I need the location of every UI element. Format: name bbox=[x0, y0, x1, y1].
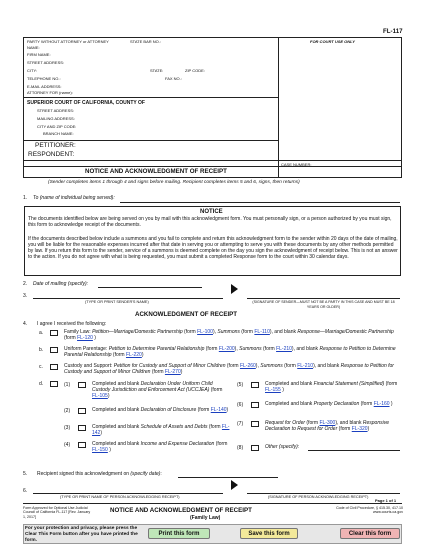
checkbox-d4[interactable] bbox=[78, 442, 86, 448]
notice-title: NOTICE bbox=[200, 209, 223, 215]
checkbox-d[interactable] bbox=[50, 381, 58, 387]
street-label: STREET ADDRESS: bbox=[27, 60, 65, 65]
sender-signature-field[interactable] bbox=[247, 298, 400, 299]
item3-number: 3. bbox=[23, 293, 28, 299]
item2-number: 2. bbox=[23, 281, 28, 287]
d6-text: Completed and blank Property Declaration (form FL-160 ) bbox=[265, 401, 393, 407]
item4-label: I agree I received the following: bbox=[37, 321, 107, 327]
fax-label: FAX NO.: bbox=[165, 76, 182, 81]
row-a-letter: a. bbox=[39, 330, 44, 336]
item2-field[interactable] bbox=[98, 287, 202, 288]
footer-left: Form Approved for Optional Use Judicial Council of California FL-117 [Rev. January 1, 2017] bbox=[23, 506, 91, 519]
tel-label: TELEPHONE NO.: bbox=[27, 76, 61, 81]
zip-label: ZIP CODE: bbox=[185, 68, 205, 73]
recipient-signature-field[interactable] bbox=[247, 493, 400, 494]
court-street-label: STREET ADDRESS: bbox=[37, 108, 75, 113]
row-c-letter: c. bbox=[39, 364, 43, 370]
checkbox-c[interactable] bbox=[50, 364, 58, 370]
recipient-name-field[interactable] bbox=[33, 493, 223, 494]
d3-text: Completed and blank Schedule of Assets and Debts (form FL-142) bbox=[92, 424, 230, 436]
party-label: PARTY WITHOUT ATTORNEY or ATTORNEY bbox=[27, 39, 109, 44]
checkbox-d5[interactable] bbox=[251, 382, 259, 388]
arrow-icon bbox=[231, 284, 238, 294]
save-button[interactable]: Save this form bbox=[240, 528, 298, 539]
footer-subtitle: (Family Law) bbox=[190, 515, 221, 521]
checkbox-d2[interactable] bbox=[78, 408, 86, 414]
row-d-letter: d. bbox=[39, 381, 44, 387]
checkbox-d1[interactable] bbox=[78, 382, 86, 388]
court-mailing-label: MAILING ADDRESS: bbox=[37, 116, 75, 121]
state-bar-label: STATE BAR NO.: bbox=[130, 39, 161, 44]
recipient-name-caption: (TYPE OR PRINT NAME OF PERSON ACKNOWLEDGING RECEIPT) bbox=[60, 495, 180, 499]
checkbox-d6[interactable] bbox=[251, 402, 259, 408]
court-branch-label: BRANCH NAME: bbox=[43, 131, 74, 136]
item5-label: Recipient signed this acknowledgment on (specify date): bbox=[37, 471, 162, 477]
d2-num: (2) bbox=[64, 408, 71, 414]
instructions: (Sender completes items 1 through 4 and signs before mailing. Recipient completes items 5 and 6, signs, then returns) bbox=[48, 180, 300, 185]
d8-text: Other (specify): bbox=[265, 444, 300, 450]
form-title: NOTICE AND ACKNOWLEDGMENT OF RECEIPT bbox=[85, 168, 227, 175]
d4-num: (4) bbox=[64, 442, 71, 448]
city-label: CITY: bbox=[27, 68, 38, 73]
d6-num: (6) bbox=[237, 402, 244, 408]
page-label: Page 1 of 1 bbox=[375, 498, 397, 503]
petitioner-label: PETITIONER: bbox=[35, 142, 76, 149]
item4-number: 4. bbox=[23, 321, 28, 327]
sender-signature-caption: (SIGNATURE OF SENDER—MUST NOT BE A PARTY IN THIS CASE AND MUST BE 18 YEARS OR OLDER) bbox=[252, 300, 395, 309]
d5-num: (5) bbox=[237, 382, 244, 388]
d4-text: Completed and blank Income and Expense Declaration (form FL-150 ) bbox=[92, 441, 228, 453]
item6-number: 6. bbox=[23, 488, 28, 494]
print-button[interactable]: Print this form bbox=[148, 528, 210, 539]
form-number: FL-117 bbox=[383, 28, 403, 35]
other-field[interactable] bbox=[308, 450, 400, 451]
checkbox-d3[interactable] bbox=[78, 425, 86, 431]
court-title: SUPERIOR COURT OF CALIFORNIA, COUNTY OF bbox=[27, 100, 145, 106]
item5-number: 5. bbox=[23, 471, 28, 477]
item1-field[interactable] bbox=[120, 202, 400, 203]
attorney-for-label: ATTORNEY FOR (name): bbox=[27, 90, 73, 95]
row-b-letter: b. bbox=[39, 347, 44, 353]
case-number-label: CASE NUMBER: bbox=[281, 162, 312, 167]
d2-text: Completed and blank Declaration of Disclosure (form FL-140) bbox=[92, 407, 229, 413]
d8-num: (8) bbox=[237, 445, 244, 451]
footer-right: Code of Civil Procedure, § 415.30, 417.10 www.courts.ca.gov bbox=[336, 506, 403, 515]
state-label: STATE: bbox=[150, 68, 164, 73]
court-city-label: CITY AND ZIP CODE: bbox=[37, 124, 77, 129]
item1-number: 1. bbox=[23, 195, 28, 201]
email-label: E-MAIL ADDRESS: bbox=[27, 84, 62, 89]
row-a-text: Family Law: Petition—Marriage/Domestic Partnership (form FL-100), Summons (form FL-110), and blank Response—Marriage/Domestic Partnership (form FL-120 ) bbox=[64, 329, 394, 341]
row-c-text: Custody and Support: Petition for Custody and Support of Minor Children (form FL-260), Summons (form FL-210), and blank Response to Petition for Custody and Support of Minor Children (form FL-270) bbox=[64, 363, 394, 375]
checkbox-d7[interactable] bbox=[251, 421, 259, 427]
checkbox-d8[interactable] bbox=[251, 445, 259, 451]
protection-note: For your protection and privacy, please press the Clear This Form button after you have printed the form. bbox=[25, 526, 138, 543]
d7-text: Request for Order (form FL-300), and blank Responsive Declaration to Request for Order (form FL-320) bbox=[265, 420, 389, 432]
arrow-icon bbox=[231, 480, 238, 490]
d5-text: Completed and blank Financial Statement (Simplified) (form FL-155 ) bbox=[265, 381, 398, 393]
respondent-label: RESPONDENT: bbox=[28, 151, 75, 158]
d3-num: (3) bbox=[64, 425, 71, 431]
d1-num: (1) bbox=[64, 382, 71, 388]
ack-title: ACKNOWLEDGMENT OF RECEIPT bbox=[135, 311, 238, 318]
item5-field[interactable] bbox=[178, 477, 278, 478]
footer-title: NOTICE AND ACKNOWLEDGMENT OF RECEIPT bbox=[110, 507, 252, 514]
firm-label: FIRM NAME: bbox=[27, 52, 51, 57]
sender-name-field[interactable] bbox=[33, 298, 223, 299]
notice-p2: If the documents described below include a summons and you fail to complete and return this acknowledgment form to the sender within 20 days of the date of mailing, you will be liable for the reasonable expenses incurred after that date in serving you or attempting to serve you with these documents by any other methods permitted by law. If you return this form to the sender, service of a summons is deemed complete on the day you sign the acknowledgment of receipt below. This is not an answer to the action. If you do not agree with what is being requested, you must submit a completed Response form to the court within 30 calendar days. bbox=[28, 236, 398, 260]
court-use-label: FOR COURT USE ONLY bbox=[310, 39, 355, 44]
notice-p1: The documents identified below are being served on you by mail with this acknowledgment form. You must personally sign, or a person authorized by you must sign, this form to acknowledge receipt of the documents. bbox=[28, 216, 392, 228]
item1-label: To (name of individual being served): bbox=[33, 195, 115, 201]
clear-button[interactable]: Clear this form bbox=[340, 528, 400, 539]
item2-label: Date of mailing (specify): bbox=[33, 281, 89, 287]
d7-num: (7) bbox=[237, 421, 244, 427]
recipient-signature-caption: (SIGNATURE OF PERSON ACKNOWLEDGING RECEIPT) bbox=[268, 495, 369, 499]
name-label: NAME: bbox=[27, 45, 40, 50]
row-b-text: Uniform Parentage: Petition to Determine Parental Relationship (form FL-200), Summons (form FL-210), and blank Response to Petition to Determine Parental Relationship (form FL-220) bbox=[64, 346, 396, 358]
checkbox-a[interactable] bbox=[50, 330, 58, 336]
checkbox-b[interactable] bbox=[50, 347, 58, 353]
d1-text: Completed and blank Declaration Under Uniform Child Custody Jurisdiction and Enforcement Act (UCCJEA) (form FL-105) bbox=[92, 381, 223, 399]
sender-name-caption: (TYPE OR PRINT SENDER'S NAME) bbox=[85, 300, 149, 304]
